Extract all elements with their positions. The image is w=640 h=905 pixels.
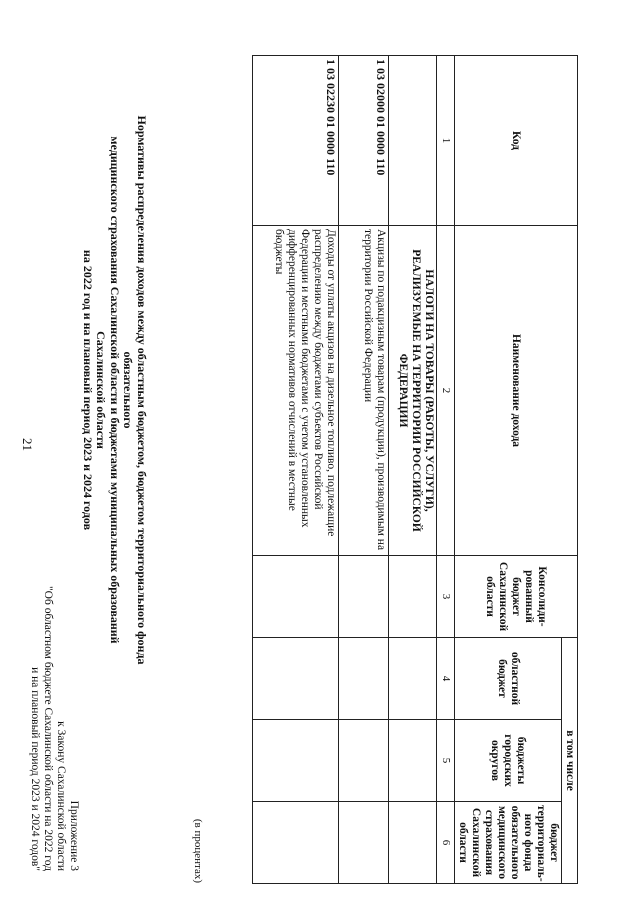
column-number: 1: [437, 56, 455, 226]
table-row: [339, 56, 389, 884]
row-code: 1 03 02000 01 0000 110: [339, 56, 389, 226]
row-code: 1 03 02230 01 0000 110: [253, 56, 339, 226]
units-label: (в процентах): [192, 818, 204, 883]
document-title: [81, 110, 149, 670]
appendix-line: Приложение 3: [68, 800, 80, 871]
table-row: [389, 56, 437, 884]
row-value: [389, 556, 437, 638]
header-fund: бюджет территориаль-ного фонда обязательного медицинского страхования Сахалинской области: [455, 802, 562, 884]
appendix-header: [28, 511, 80, 871]
row-value: [253, 556, 339, 638]
row-name: НАЛОГИ НА ТОВАРЫ (РАБОТЫ, УСЛУГИ), РЕАЛИЗУЕМЫЕ НА ТЕРРИТОРИИ РОССИЙСКОЙ ФЕДЕРАЦИИ: [389, 226, 437, 556]
page-number: 21: [20, 438, 35, 451]
row-name: Акцизы по подакцизным товарам (продукции), производимым на территории Российской Федерации: [339, 226, 389, 556]
appendix-line: "Об областном бюджете Сахалинской области на 2022 год: [42, 585, 54, 871]
row-value: [339, 556, 389, 638]
row-value: [389, 720, 437, 802]
row-value: [339, 802, 389, 884]
row-value: [253, 802, 339, 884]
row-value: [339, 720, 389, 802]
header-code: Код: [455, 56, 578, 226]
header-urban: бюджеты городских округов: [455, 720, 562, 802]
norms-table: [252, 55, 578, 884]
appendix-line: и на плановый период 2023 и 2024 годов": [29, 667, 41, 871]
table-row: [253, 56, 339, 884]
appendix-line: к Закону Сахалинской области: [55, 721, 67, 871]
title-line: медицинского страхования Сахалинской области и бюджетами муниципальных образований Сахалинской области: [94, 136, 122, 644]
column-number: 4: [437, 638, 455, 720]
row-value: [253, 638, 339, 720]
column-number: 2: [437, 226, 455, 556]
header-including: в том числе: [562, 638, 578, 884]
column-number: 5: [437, 720, 455, 802]
row-value: [389, 638, 437, 720]
row-value: [253, 720, 339, 802]
title-line: на 2022 год и на плановый период 2023 и 2024 годов: [81, 249, 95, 531]
row-name: Доходы от уплаты акцизов на дизельное топливо, подлежащие распределению между бюджетами субъектов Российской Федерации и местными бюджетами с учетом установленных дифференцированных нормативов отчислений в местные бюджеты: [253, 226, 339, 556]
column-number: 3: [437, 556, 455, 638]
header-consolidated: Консолиди-рованный бюджет Сахалинской области: [455, 556, 578, 638]
row-value: [339, 638, 389, 720]
column-number: 6: [437, 802, 455, 884]
column-number-row: [437, 56, 455, 884]
header-regional: областной бюджет: [455, 638, 562, 720]
row-value: [389, 802, 437, 884]
title-line: Нормативы распределения доходов между областным бюджетом, бюджетом территориального фонда обязательного: [121, 115, 149, 665]
row-code: [389, 56, 437, 226]
header-name: Наименование дохода: [455, 226, 578, 556]
